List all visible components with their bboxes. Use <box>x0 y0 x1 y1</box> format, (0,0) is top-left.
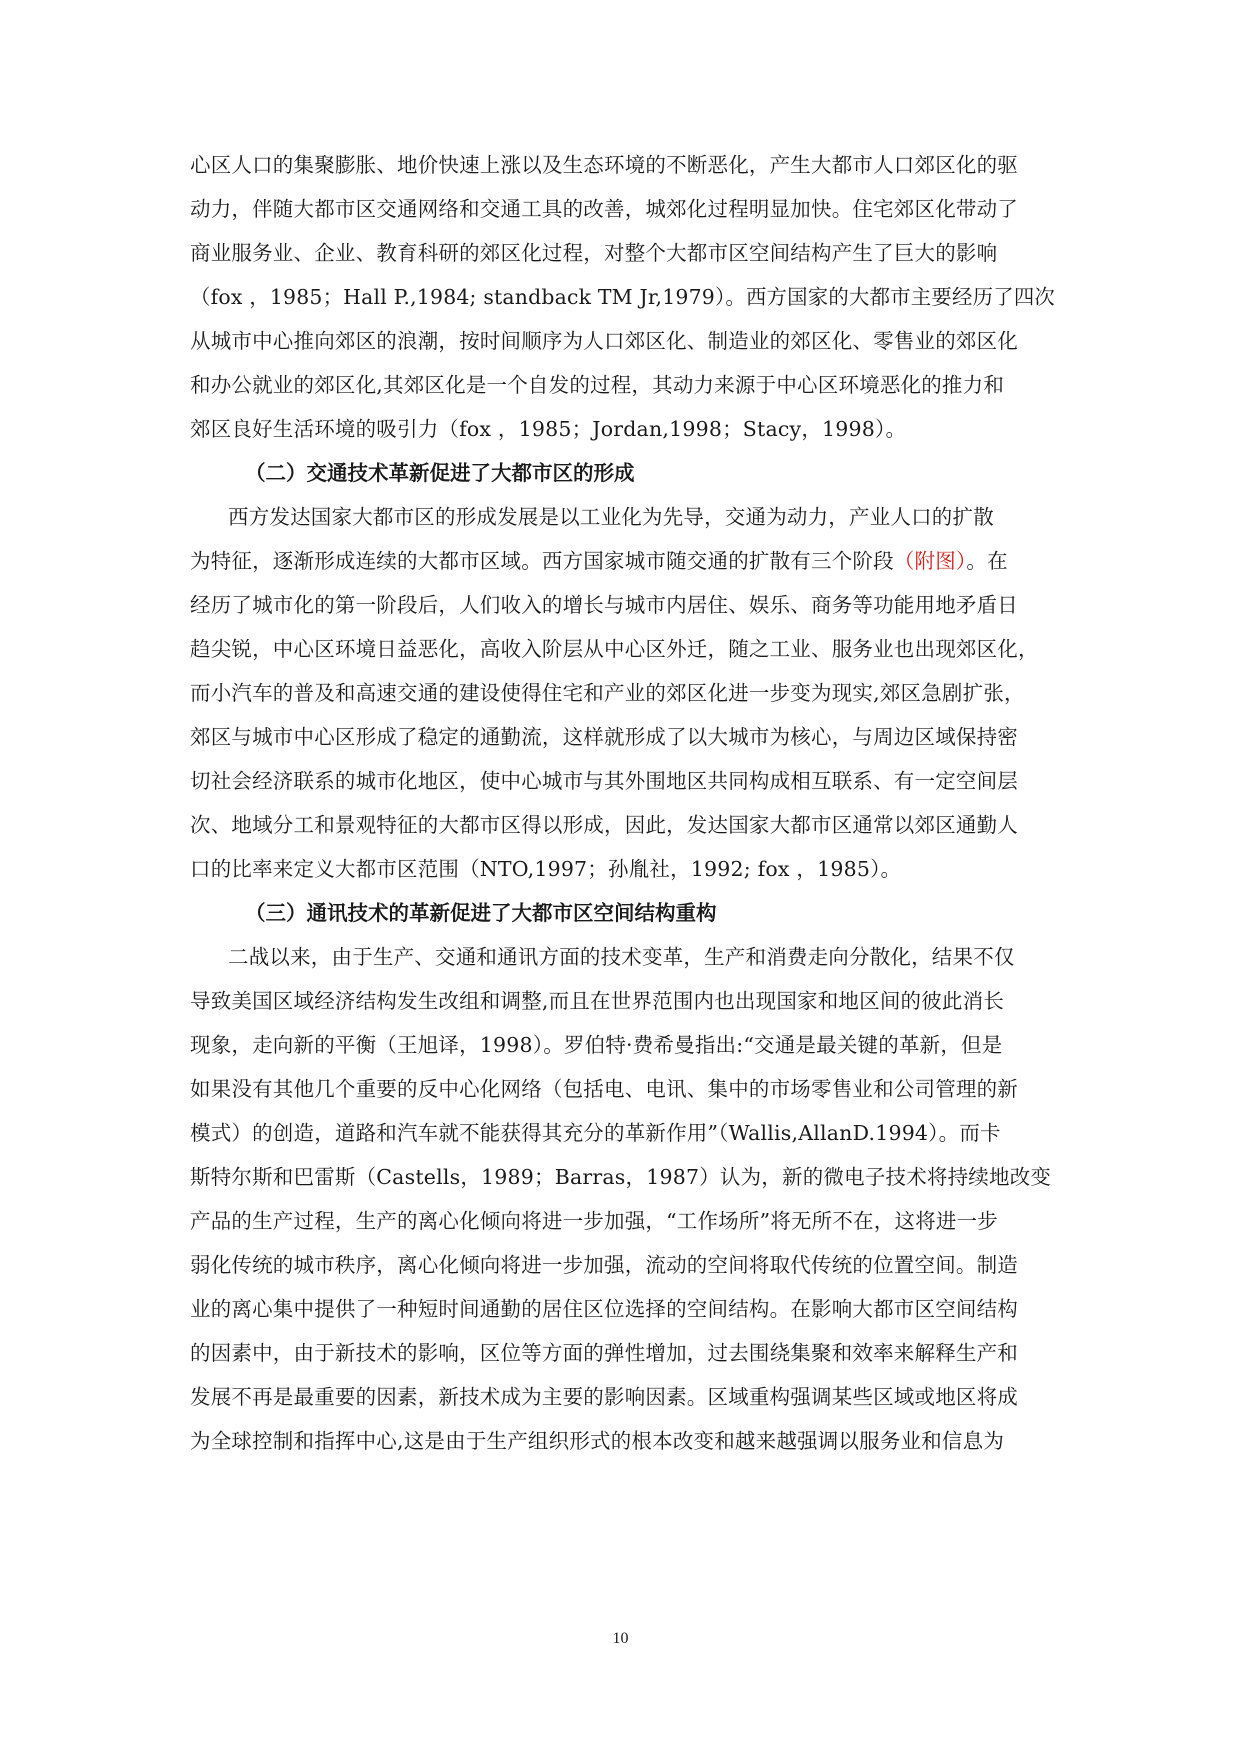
paragraph-line <box>190 546 1008 576</box>
paragraph-line: 西方发达国家大都市区的形成发展是以工业化为先导，交通为动力，产业人口的扩散 <box>228 505 994 529</box>
paragraph-line: （fox ，1985；Hall P.,1984; standback TM Jr,1979）。西方国家的大都市主要经历了四次 <box>190 285 1056 309</box>
section-heading: （三）通讯技术的革新促进了大都市区空间结构重构 <box>245 901 717 925</box>
paragraph-line: 模式）的创造，道路和汽车就不能获得其充分的革新作用”（Wallis,AllanD.1994）。而卡 <box>190 1121 1001 1145</box>
paragraph-line: 心区人口的集聚膨胀、地价快速上涨以及生态环境的不断恶化，产生大都市人口郊区化的驱 <box>190 153 1018 177</box>
paragraph-line: 发展不再是最重要的因素，新技术成为主要的影响因素。区域重构强调某些区域或地区将成 <box>190 1385 1018 1409</box>
paragraph-line: 而小汽车的普及和高速交通的建设使得住宅和产业的郊区化进一步变为现实,郊区急剧扩张， <box>190 681 1025 705</box>
paragraph-line: 切社会经济联系的城市化地区，使中心城市与其外围地区共同构成相互联系、有一定空间层 <box>190 769 1018 793</box>
figure-reference-link[interactable]: （附图） <box>893 549 967 573</box>
paragraph-line: 的因素中，由于新技术的影响，区位等方面的弹性增加，过去围绕集聚和效率来解释生产和 <box>190 1341 1018 1365</box>
paragraph-line: 从城市中心推向郊区的浪潮，按时间顺序为人口郊区化、制造业的郊区化、零售业的郊区化 <box>190 329 1018 353</box>
paragraph-line: 为全球控制和指挥中心,这是由于生产组织形式的根本改变和越来越强调以服务业和信息为 <box>190 1429 1005 1453</box>
paragraph-line: 口的比率来定义大都市区范围（NTO,1997；孙胤社，1992; fox ，1985）。 <box>190 857 902 881</box>
paragraph-line: 产品的生产过程，生产的离心化倾向将进一步加强，“工作场所”将无所不在，这将进一步 <box>190 1209 998 1233</box>
paragraph-line: 郊区良好生活环境的吸引力（fox ，1985；Jordan,1998；Stacy，1998）。 <box>190 417 907 441</box>
paragraph-text: 。在 <box>966 549 1008 573</box>
page-number: 10 <box>612 1630 629 1647</box>
section-heading: （二）交通技术革新促进了大都市区的形成 <box>245 461 635 485</box>
paragraph-line: 和办公就业的郊区化,其郊区化是一个自发的过程，其动力来源于中心区环境恶化的推力和 <box>190 373 1005 397</box>
paragraph-line: 动力，伴随大都市区交通网络和交通工具的改善，城郊化过程明显加快。住宅郊区化带动了 <box>190 197 1018 221</box>
paragraph-line: 次、地域分工和景观特征的大都市区得以形成，因此，发达国家大都市区通常以郊区通勤人 <box>190 813 1018 837</box>
paragraph-line: 郊区与城市中心区形成了稳定的通勤流，这样就形成了以大城市为核心，与周边区域保持密 <box>190 725 1018 749</box>
paragraph-line: 现象，走向新的平衡（王旭译，1998）。罗伯特·费希曼指出:“交通是最关键的革新，但是 <box>190 1033 1003 1057</box>
paragraph-line: 弱化传统的城市秩序，离心化倾向将进一步加强，流动的空间将取代传统的位置空间。制造 <box>190 1253 1018 1277</box>
paragraph-line: 斯特尔斯和巴雷斯（Castells，1989；Barras，1987）认为，新的微电子技术将持续地改变 <box>190 1165 1052 1189</box>
paragraph-line: 导致美国区域经济结构发生改组和调整,而且在世界范围内也出现国家和地区间的彼此消长 <box>190 989 1005 1013</box>
paragraph-text: 为特征，逐渐形成连续的大都市区域。西方国家城市随交通的扩散有三个阶段 <box>190 549 894 573</box>
paragraph-line: 商业服务业、企业、教育科研的郊区化过程，对整个大都市区空间结构产生了巨大的影响 <box>190 241 998 265</box>
paragraph-line: 二战以来，由于生产、交通和通讯方面的技术变革，生产和消费走向分散化，结果不仅 <box>228 945 1015 969</box>
paragraph-line: 如果没有其他几个重要的反中心化网络（包括电、电讯、集中的市场零售业和公司管理的新 <box>190 1077 1018 1101</box>
paragraph-line: 经历了城市化的第一阶段后，人们收入的增长与城市内居住、娱乐、商务等功能用地矛盾日 <box>190 593 1018 617</box>
paragraph-line: 趋尖锐，中心区环境日益恶化，高收入阶层从中心区外迁，随之工业、服务业也出现郊区化， <box>190 637 1039 661</box>
paragraph-line: 业的离心集中提供了一种短时间通勤的居住区位选择的空间结构。在影响大都市区空间结构 <box>190 1297 1018 1321</box>
